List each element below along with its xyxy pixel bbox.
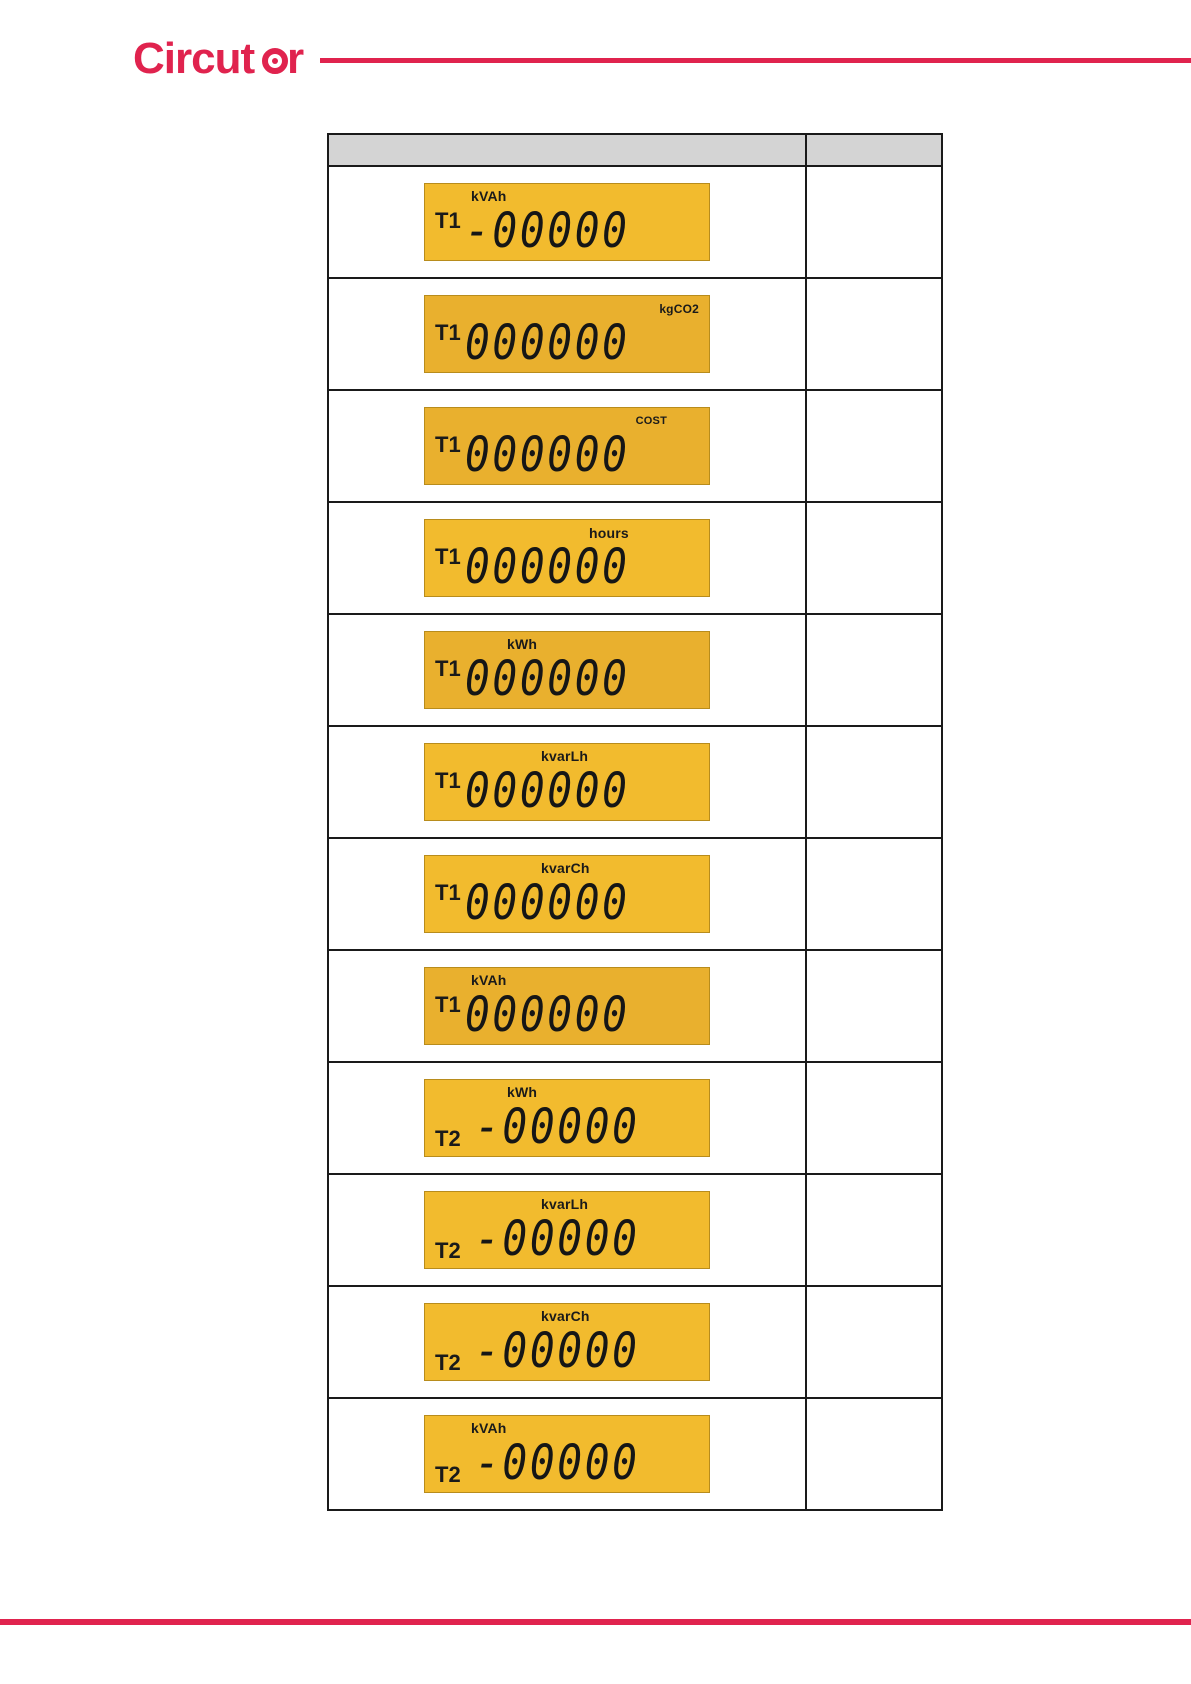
table-row (328, 1398, 942, 1510)
description-cell (806, 838, 942, 950)
display-cell (328, 1062, 806, 1174)
table-row (328, 1174, 942, 1286)
lcd-unit: kVAh (471, 972, 507, 988)
display-cell (328, 726, 806, 838)
lcd-screen (424, 183, 710, 261)
circutor-logo-mark (133, 28, 313, 88)
lcd-tariff: T2 (435, 1462, 461, 1487)
table-row (328, 1062, 942, 1174)
lcd-unit: kgCO2 (659, 302, 699, 316)
lcd-tariff: T2 (435, 1126, 461, 1151)
lcd-tariff: T1 (435, 992, 461, 1017)
lcd-tariff: T1 (435, 656, 461, 681)
description-cell (806, 614, 942, 726)
lcd-digits: 000000 (465, 315, 630, 371)
description-cell (806, 726, 942, 838)
lcd-digits: -00000 (465, 203, 630, 259)
description-cell (806, 1174, 942, 1286)
lcd-tariff: T2 (435, 1238, 461, 1263)
lcd-unit: kWh (507, 1084, 538, 1100)
svg-text:r: r (287, 34, 305, 83)
description-cell (806, 278, 942, 390)
display-cell (328, 1174, 806, 1286)
lcd-tariff: T1 (435, 208, 461, 233)
table-row (328, 278, 942, 390)
footer-rule (0, 1619, 1191, 1625)
lcd-tariff: T1 (435, 544, 461, 569)
lcd-screen (424, 1079, 710, 1157)
lcd-screen (424, 743, 710, 821)
lcd-screen (424, 1191, 710, 1269)
lcd-tariff: T1 (435, 768, 461, 793)
display-cell (328, 278, 806, 390)
svg-text:Circut: Circut (133, 34, 255, 83)
display-cell (328, 838, 806, 950)
table-row (328, 726, 942, 838)
lcd-tariff: T2 (435, 1350, 461, 1375)
lcd-screen (424, 519, 710, 597)
lcd-unit: kvarCh (541, 1308, 590, 1324)
table-row (328, 1286, 942, 1398)
lcd-digits: 000000 (465, 763, 630, 819)
lcd-screen (424, 1303, 710, 1381)
header-display (328, 134, 806, 166)
display-cell (328, 1286, 806, 1398)
lcd-screen (424, 855, 710, 933)
display-cell (328, 166, 806, 278)
lcd-digits: 000000 (465, 539, 630, 595)
lcd-digits: 000000 (465, 427, 630, 483)
lcd-screen (424, 631, 710, 709)
lcd-screen (424, 1415, 710, 1493)
lcd-unit: kvarLh (541, 748, 589, 764)
table-row (328, 166, 942, 278)
lcd-digits: 000000 (465, 875, 630, 931)
lcd-digits: -00000 (475, 1435, 640, 1491)
lcd-digits: 000000 (465, 651, 630, 707)
lcd-unit: COST (635, 415, 667, 427)
description-cell (806, 950, 942, 1062)
lcd-tariff: T1 (435, 320, 461, 345)
lcd-screen (424, 295, 710, 373)
lcd-tariff: T1 (435, 880, 461, 905)
display-cell (328, 614, 806, 726)
lcd-digits: -00000 (475, 1323, 640, 1379)
table-row (328, 838, 942, 950)
lcd-unit: kWh (507, 636, 538, 652)
lcd-unit: kVAh (471, 1420, 507, 1436)
display-cell (328, 1398, 806, 1510)
description-cell (806, 502, 942, 614)
display-cell (328, 390, 806, 502)
lcd-digits: -00000 (475, 1211, 640, 1267)
circutor-logo (133, 28, 313, 88)
table-header-row (328, 134, 942, 166)
display-cell (328, 950, 806, 1062)
display-cell (328, 502, 806, 614)
description-cell (806, 1062, 942, 1174)
description-cell (806, 1398, 942, 1510)
lcd-unit: kvarLh (541, 1196, 589, 1212)
description-cell (806, 166, 942, 278)
table-row (328, 614, 942, 726)
description-cell (806, 1286, 942, 1398)
lcd-unit: kVAh (471, 188, 507, 204)
table-row (328, 502, 942, 614)
lcd-tariff: T1 (435, 432, 461, 457)
lcd-digits: 000000 (465, 987, 630, 1043)
table-row (328, 950, 942, 1062)
lcd-digits: -00000 (475, 1099, 640, 1155)
description-cell (806, 390, 942, 502)
header-description (806, 134, 942, 166)
lcd-screen (424, 967, 710, 1045)
table-row (328, 390, 942, 502)
lcd-unit: kvarCh (541, 860, 590, 876)
header-rule (320, 58, 1191, 63)
lcd-screen (424, 407, 710, 485)
display-screens-table (327, 133, 943, 1511)
lcd-unit: hours (589, 525, 629, 541)
